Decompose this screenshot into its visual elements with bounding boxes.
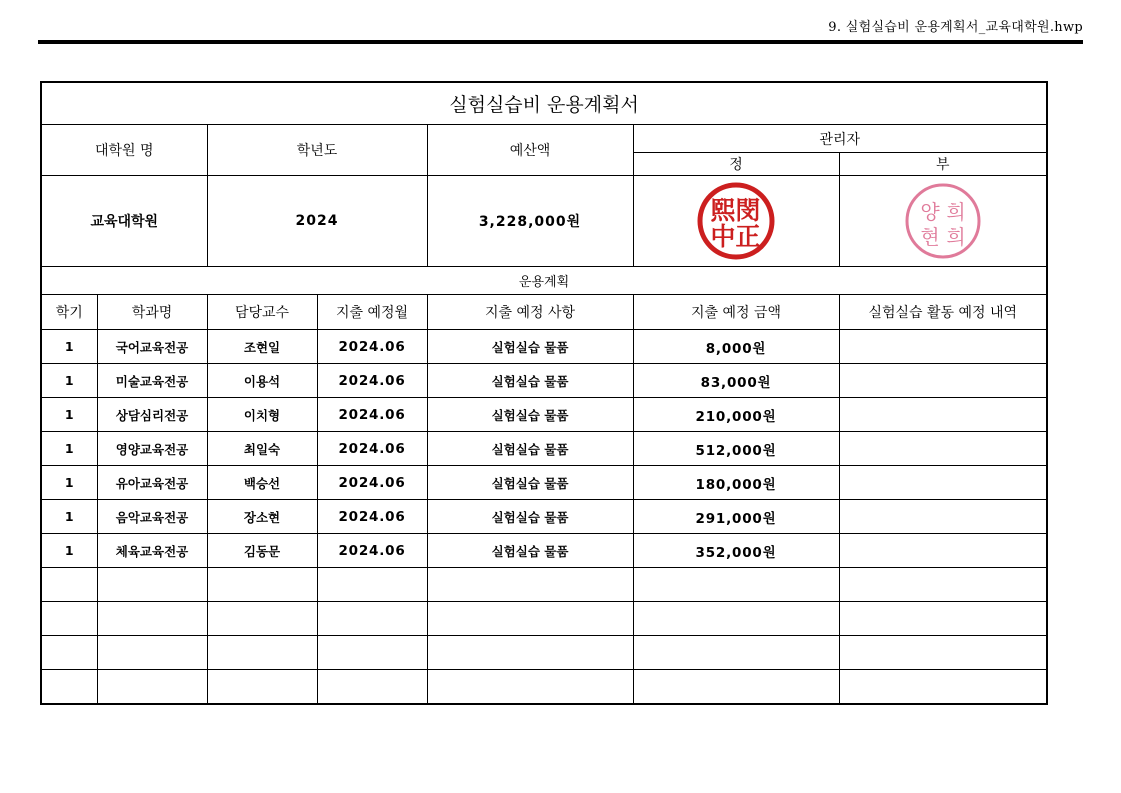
- cell-month: 2024.06: [317, 534, 427, 568]
- empty-table-row: [41, 602, 1047, 636]
- manager-main-label: 정: [633, 153, 839, 176]
- col-header-detail: 실험실습 활동 예정 내역: [839, 295, 1047, 330]
- empty-cell: [207, 636, 317, 670]
- cell-term: 1: [41, 466, 97, 500]
- seal-glyph: 中: [710, 222, 736, 251]
- cell-month: 2024.06: [317, 466, 427, 500]
- cell-term: 1: [41, 500, 97, 534]
- seal-glyph: 正: [735, 222, 761, 251]
- cell-detail: [839, 466, 1047, 500]
- manager-main-seal: [696, 181, 776, 261]
- seal-glyph: 閔: [735, 196, 761, 225]
- budget-value: 3,228,000원: [427, 176, 633, 267]
- empty-cell: [839, 602, 1047, 636]
- cell-dept: 국어교육전공: [97, 330, 207, 364]
- col-header-term: 학기: [41, 295, 97, 330]
- cell-professor: 백승선: [207, 466, 317, 500]
- cell-professor: 김동문: [207, 534, 317, 568]
- empty-cell: [207, 670, 317, 705]
- empty-cell: [317, 602, 427, 636]
- empty-cell: [207, 568, 317, 602]
- cell-item: 실험실습 물품: [427, 330, 633, 364]
- empty-table-row: [41, 568, 1047, 602]
- cell-professor: 이용석: [207, 364, 317, 398]
- manager-main-stamp-cell: [633, 176, 839, 267]
- cell-month: 2024.06: [317, 330, 427, 364]
- empty-cell: [317, 636, 427, 670]
- cell-dept: 유아교육전공: [97, 466, 207, 500]
- empty-cell: [317, 568, 427, 602]
- empty-cell: [427, 636, 633, 670]
- table-row: [41, 466, 1047, 500]
- empty-table-row: [41, 670, 1047, 705]
- cell-detail: [839, 398, 1047, 432]
- cell-detail: [839, 432, 1047, 466]
- table-row: [41, 432, 1047, 466]
- cell-professor: 조현일: [207, 330, 317, 364]
- cell-item: 실험실습 물품: [427, 534, 633, 568]
- cell-term: 1: [41, 398, 97, 432]
- empty-cell: [633, 670, 839, 705]
- empty-cell: [97, 602, 207, 636]
- cell-month: 2024.06: [317, 432, 427, 466]
- manager-sub-seal: [903, 181, 983, 261]
- seal-glyph: 희: [946, 200, 966, 224]
- cell-dept: 영양교육전공: [97, 432, 207, 466]
- empty-cell: [97, 636, 207, 670]
- document-title: 실험실습비 운용계획서: [41, 82, 1047, 125]
- cell-month: 2024.06: [317, 398, 427, 432]
- empty-cell: [97, 670, 207, 705]
- cell-dept: 체육교육전공: [97, 534, 207, 568]
- header-rule: [38, 40, 1083, 44]
- empty-cell: [839, 636, 1047, 670]
- cell-term: 1: [41, 432, 97, 466]
- cell-professor: 장소현: [207, 500, 317, 534]
- col-header-professor: 담당교수: [207, 295, 317, 330]
- table-row: [41, 398, 1047, 432]
- empty-cell: [839, 568, 1047, 602]
- cell-term: 1: [41, 330, 97, 364]
- cell-month: 2024.06: [317, 364, 427, 398]
- cell-item: 실험실습 물품: [427, 500, 633, 534]
- empty-cell: [41, 602, 97, 636]
- seal-glyph: 熙: [710, 196, 736, 225]
- cell-dept: 상담심리전공: [97, 398, 207, 432]
- cell-term: 1: [41, 534, 97, 568]
- empty-cell: [839, 670, 1047, 705]
- cell-detail: [839, 364, 1047, 398]
- operation-plan-label: 운용계획: [41, 267, 1047, 295]
- document-file-header: 9. 실험실습비 운용계획서_교육대학원.hwp: [828, 20, 1083, 35]
- table-row: [41, 500, 1047, 534]
- empty-cell: [633, 602, 839, 636]
- col-header-dept: 학과명: [97, 295, 207, 330]
- cell-amount: 210,000원: [633, 398, 839, 432]
- cell-amount: 83,000원: [633, 364, 839, 398]
- manager-sub-label: 부: [839, 153, 1047, 176]
- cell-professor: 이치형: [207, 398, 317, 432]
- cell-item: 실험실습 물품: [427, 432, 633, 466]
- table-row: [41, 364, 1047, 398]
- empty-cell: [427, 602, 633, 636]
- col-header-amount: 지출 예정 금액: [633, 295, 839, 330]
- empty-cell: [317, 670, 427, 705]
- cell-dept: 미술교육전공: [97, 364, 207, 398]
- empty-cell: [427, 568, 633, 602]
- empty-cell: [41, 568, 97, 602]
- cell-amount: 512,000원: [633, 432, 839, 466]
- cell-month: 2024.06: [317, 500, 427, 534]
- cell-professor: 최일숙: [207, 432, 317, 466]
- cell-dept: 음악교육전공: [97, 500, 207, 534]
- empty-cell: [97, 568, 207, 602]
- cell-detail: [839, 500, 1047, 534]
- manager-label: 관리자: [633, 125, 1047, 153]
- empty-cell: [427, 670, 633, 705]
- seal-glyph: 희: [946, 225, 966, 249]
- cell-amount: 8,000원: [633, 330, 839, 364]
- grad-school-value: 교육대학원: [41, 176, 207, 267]
- empty-cell: [41, 636, 97, 670]
- empty-cell: [41, 670, 97, 705]
- cell-amount: 291,000원: [633, 500, 839, 534]
- col-header-month: 지출 예정월: [317, 295, 427, 330]
- cell-item: 실험실습 물품: [427, 398, 633, 432]
- empty-table-row: [41, 636, 1047, 670]
- empty-cell: [633, 636, 839, 670]
- grad-school-label: 대학원 명: [41, 125, 207, 176]
- budget-label: 예산액: [427, 125, 633, 176]
- empty-cell: [633, 568, 839, 602]
- col-header-item: 지출 예정 사항: [427, 295, 633, 330]
- empty-cell: [207, 602, 317, 636]
- seal-glyph: 현: [920, 225, 940, 249]
- cell-detail: [839, 330, 1047, 364]
- table-row: [41, 534, 1047, 568]
- manager-sub-stamp-cell: [839, 176, 1047, 267]
- plan-table: [40, 81, 1048, 705]
- table-row: [41, 330, 1047, 364]
- school-year-value: 2024: [207, 176, 427, 267]
- school-year-label: 학년도: [207, 125, 427, 176]
- cell-term: 1: [41, 364, 97, 398]
- seal-glyph: 양: [920, 200, 940, 224]
- cell-item: 실험실습 물품: [427, 364, 633, 398]
- cell-detail: [839, 534, 1047, 568]
- cell-amount: 352,000원: [633, 534, 839, 568]
- cell-item: 실험실습 물품: [427, 466, 633, 500]
- cell-amount: 180,000원: [633, 466, 839, 500]
